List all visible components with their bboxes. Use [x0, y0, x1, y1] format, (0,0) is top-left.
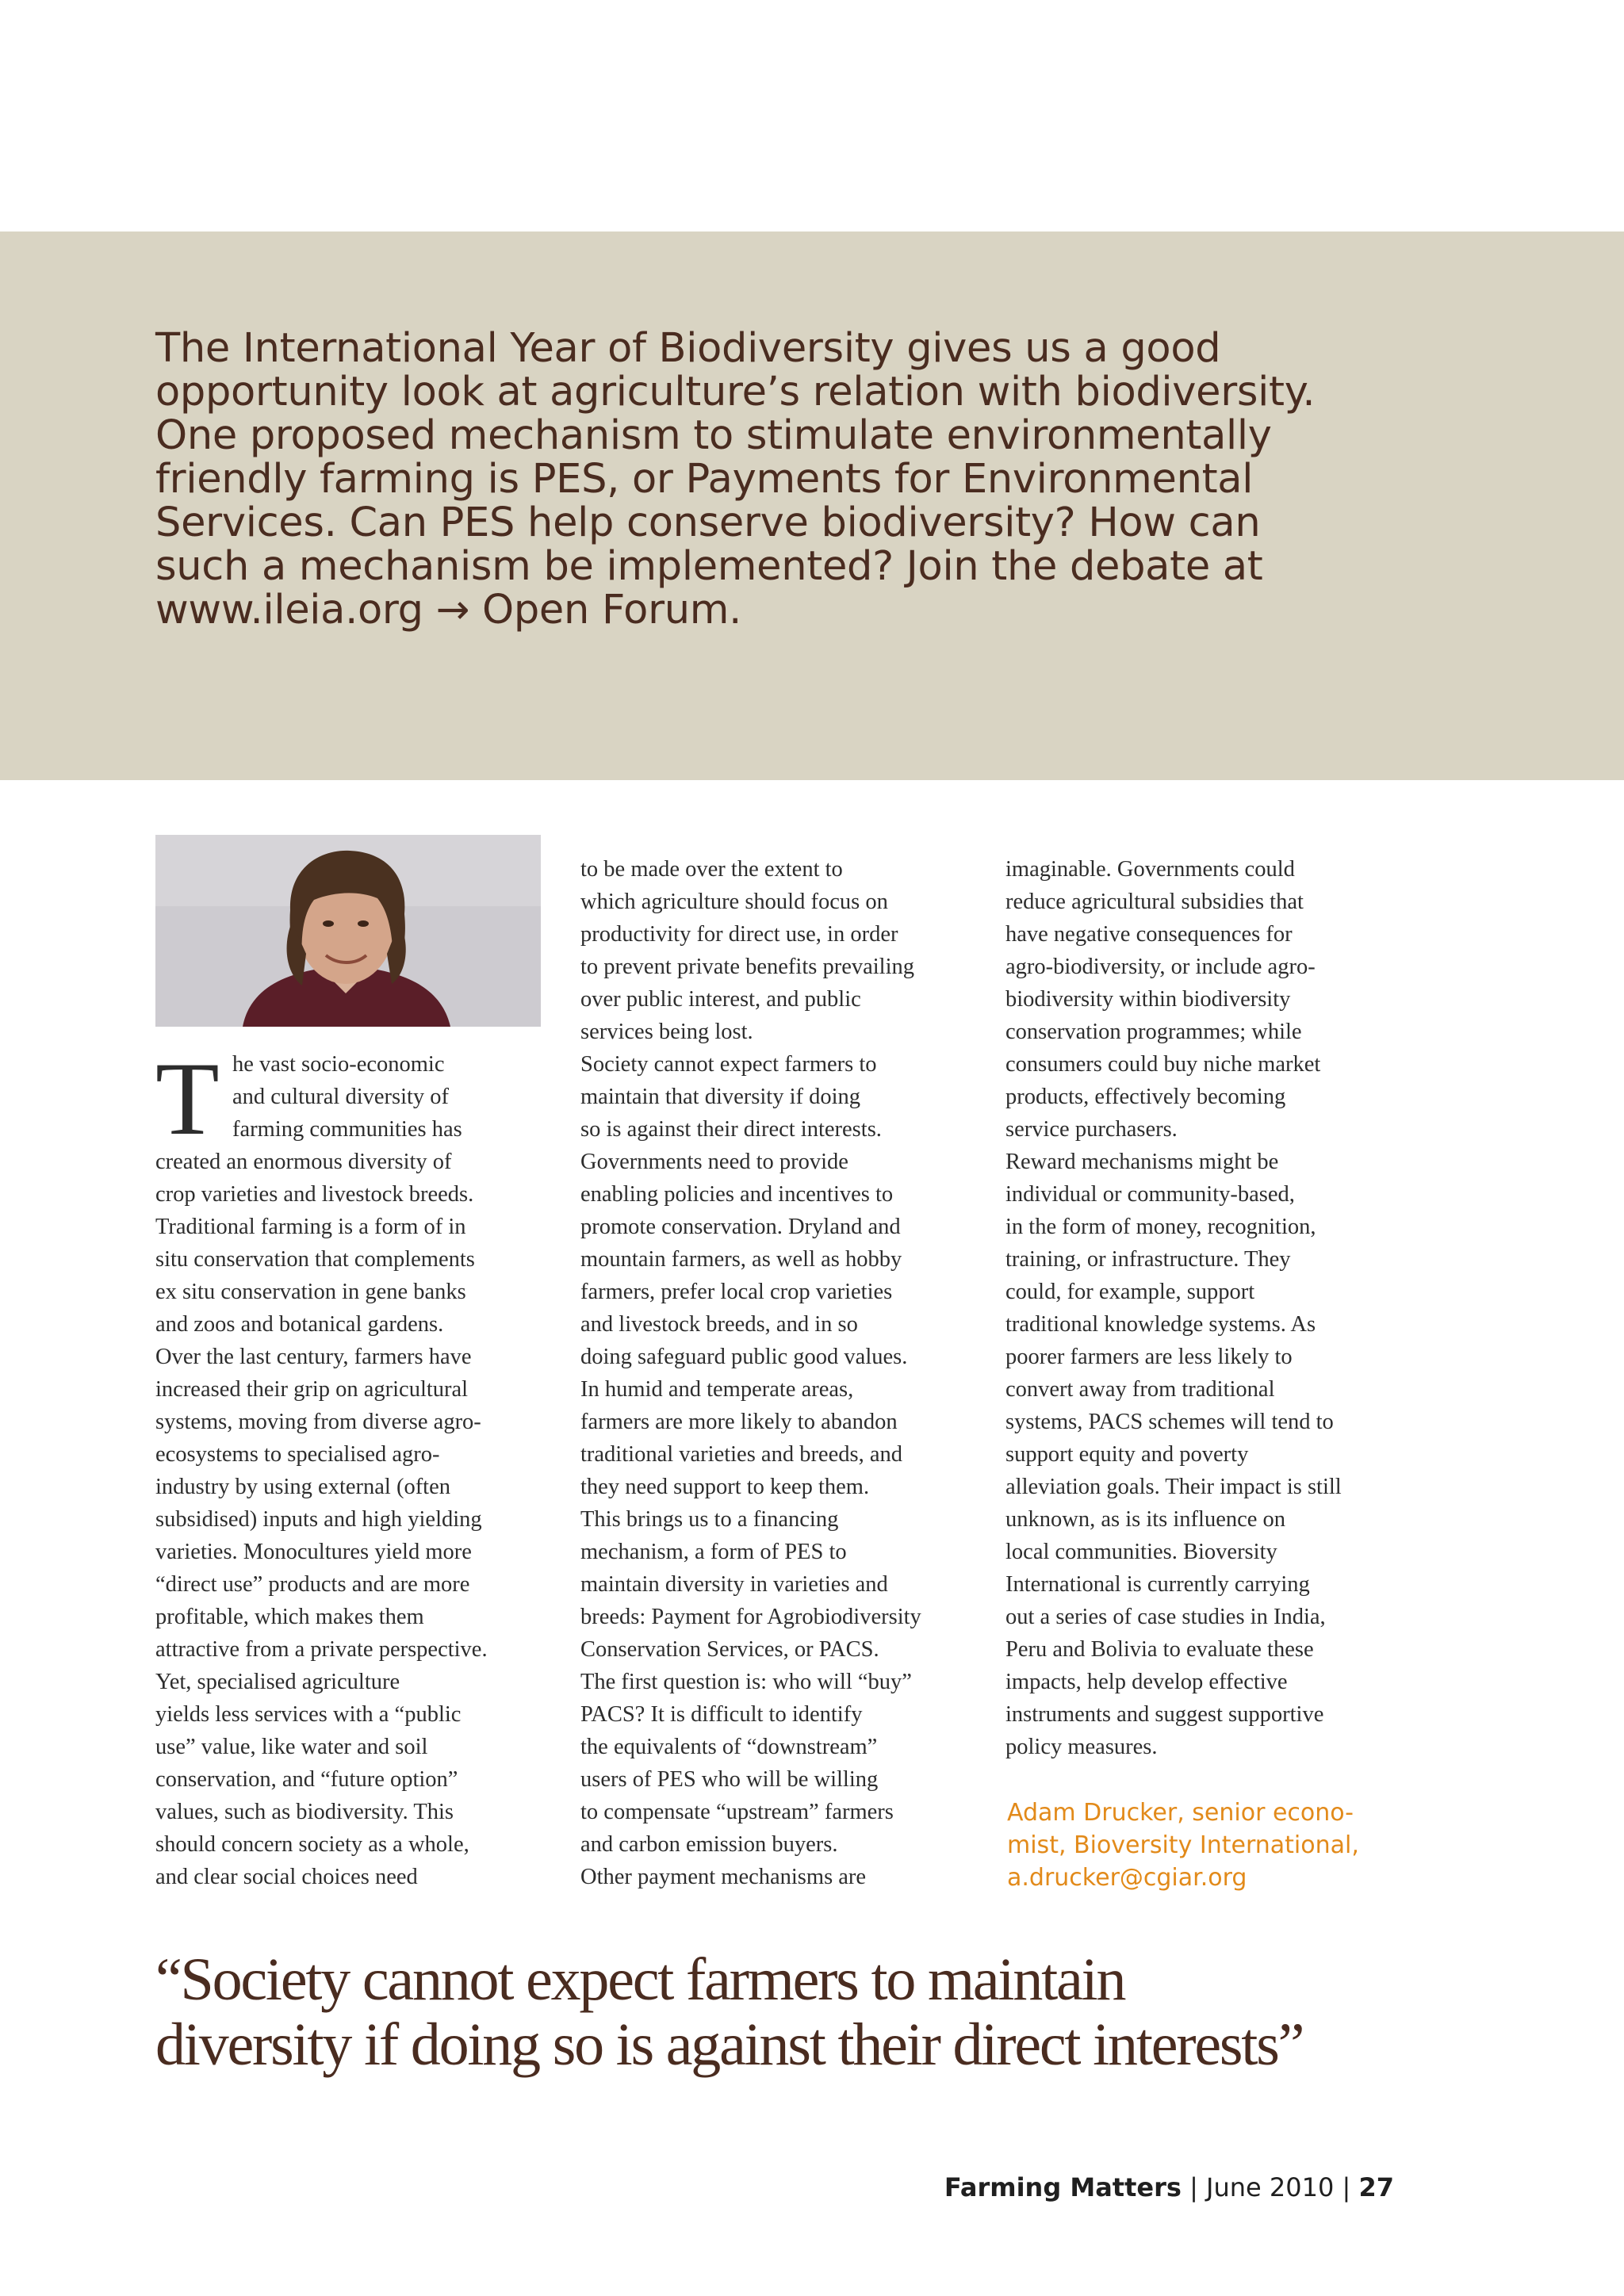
- article-line: so is against their direct interests.: [580, 1117, 882, 1142]
- article-line: in the form of money, recognition,: [1005, 1215, 1316, 1239]
- author-line: mist, Bioversity International,: [1007, 1831, 1359, 1859]
- article-line: values, such as biodiversity. This: [155, 1800, 454, 1824]
- article-line: promote conservation. Dryland and: [580, 1215, 901, 1239]
- publication-name: Farming Matters: [944, 2172, 1182, 2202]
- article-line: breeds: Payment for Agrobiodiversity: [580, 1605, 921, 1629]
- article-line: and zoos and botanical gardens.: [155, 1312, 444, 1337]
- article-line: Conservation Services, or PACS.: [580, 1637, 879, 1662]
- article-line: and clear social choices need: [155, 1865, 418, 1889]
- author-photo: [155, 835, 541, 1027]
- page-footer: [944, 2172, 1394, 2202]
- article-line: varieties. Monocultures yield more: [155, 1540, 472, 1564]
- article-line: doing safeguard public good values.: [580, 1345, 908, 1369]
- article-line: conservation programmes; while: [1005, 1020, 1302, 1044]
- article-line: alleviation goals. Their impact is still: [1005, 1475, 1342, 1499]
- article-line: products, effectively becoming: [1005, 1085, 1286, 1109]
- article-line: to prevent private benefits prevailing: [580, 955, 915, 979]
- article-line: to be made over the extent to: [580, 857, 843, 882]
- article-line: poorer farmers are less likely to: [1005, 1345, 1293, 1369]
- article-line: “direct use” products and are more: [155, 1572, 470, 1597]
- article-line: conservation, and “future option”: [155, 1767, 458, 1792]
- article-line: traditional varieties and breeds, and: [580, 1442, 902, 1467]
- article-line: Traditional farming is a form of in: [155, 1215, 466, 1239]
- issue-date: June 2010: [1206, 2172, 1335, 2202]
- article-line: should concern society as a whole,: [155, 1832, 469, 1857]
- intro-line: www.ileia.org → Open Forum.: [155, 587, 742, 633]
- author-line: Adam Drucker, senior econo-: [1007, 1799, 1354, 1827]
- article-line: crop varieties and livestock breeds.: [155, 1182, 474, 1207]
- article-line: consumers could buy niche market: [1005, 1052, 1321, 1077]
- article-line: could, for example, support: [1005, 1280, 1255, 1304]
- article-line: ecosystems to specialised agro-: [155, 1442, 440, 1467]
- article-column-1: [155, 1040, 544, 1893]
- article-line: traditional knowledge systems. As: [1005, 1312, 1316, 1337]
- article-line: out a series of case studies in India,: [1005, 1605, 1326, 1629]
- article-line: local communities. Bioversity: [1005, 1540, 1277, 1564]
- article-line: This brings us to a financing: [580, 1507, 839, 1532]
- page-number: 27: [1358, 2172, 1394, 2202]
- article-column-3: [1005, 853, 1418, 1763]
- article-line: they need support to keep them.: [580, 1475, 870, 1499]
- article-line: Over the last century, farmers have: [155, 1345, 472, 1369]
- article-column-2: [580, 853, 977, 1893]
- footer-separator: |: [1334, 2172, 1359, 2202]
- article-line: Peru and Bolivia to evaluate these: [1005, 1637, 1314, 1662]
- article-line: farming communities has: [232, 1117, 462, 1142]
- intro-line: Services. Can PES help conserve biodiversity? How can: [155, 499, 1261, 546]
- intro-line: such a mechanism be implemented? Join the debate at: [155, 543, 1263, 590]
- article-line: use” value, like water and soil: [155, 1735, 428, 1759]
- article-line: mountain farmers, as well as hobby: [580, 1247, 902, 1272]
- article-line: profitable, which makes them: [155, 1605, 424, 1629]
- intro-line: The International Year of Biodiversity gives us a good: [155, 325, 1221, 372]
- author-portrait-illustration: [155, 835, 541, 1027]
- article-line: created an enormous diversity of: [155, 1150, 452, 1174]
- drop-cap: T: [155, 1040, 220, 1157]
- article-line: subsidised) inputs and high yielding: [155, 1507, 482, 1532]
- article-line: he vast socio-economic: [232, 1052, 445, 1077]
- article-line: and carbon emission buyers.: [580, 1832, 838, 1857]
- article-line: systems, PACS schemes will tend to: [1005, 1410, 1334, 1434]
- article-line: PACS? It is difficult to identify: [580, 1702, 863, 1727]
- article-line: and cultural diversity of: [232, 1085, 450, 1109]
- article-line: maintain that diversity if doing: [580, 1085, 861, 1109]
- intro-line: One proposed mechanism to stimulate environmentally: [155, 412, 1272, 459]
- article-line: which agriculture should focus on: [580, 890, 888, 914]
- article-line: service purchasers.: [1005, 1117, 1178, 1142]
- article-line: farmers are more likely to abandon: [580, 1410, 898, 1434]
- article-line: In humid and temperate areas,: [580, 1377, 854, 1402]
- article-line: support equity and poverty: [1005, 1442, 1249, 1467]
- article-line: increased their grip on agricultural: [155, 1377, 469, 1402]
- article-line: reduce agricultural subsidies that: [1005, 890, 1304, 914]
- article-line: policy measures.: [1005, 1735, 1158, 1759]
- article-line: have negative consequences for: [1005, 922, 1293, 947]
- article-line: users of PES who will be willing: [580, 1767, 879, 1792]
- article-line: The first question is: who will “buy”: [580, 1670, 912, 1694]
- author-email-link[interactable]: a.drucker@cgiar.org: [1007, 1864, 1247, 1892]
- article-line: individual or community-based,: [1005, 1182, 1295, 1207]
- article-line: imaginable. Governments could: [1005, 857, 1295, 882]
- article-line: systems, moving from diverse agro-: [155, 1410, 481, 1434]
- footer-separator: |: [1181, 2172, 1207, 2202]
- intro-line: opportunity look at agriculture’s relation with biodiversity.: [155, 369, 1316, 415]
- article-line: yields less services with a “public: [155, 1702, 462, 1727]
- article-line: convert away from traditional: [1005, 1377, 1275, 1402]
- article-line: attractive from a private perspective.: [155, 1637, 488, 1662]
- article-line: mechanism, a form of PES to: [580, 1540, 847, 1564]
- article-line: industry by using external (often: [155, 1475, 451, 1499]
- article-line: services being lost.: [580, 1020, 753, 1044]
- article-line: and livestock breeds, and in so: [580, 1312, 858, 1337]
- author-credit: [1007, 1797, 1419, 1894]
- article-line: unknown, as is its influence on: [1005, 1507, 1286, 1532]
- article-line: agro-biodiversity, or include agro-: [1005, 955, 1316, 979]
- intro-text: [155, 327, 1424, 632]
- intro-line: friendly farming is PES, or Payments for Environmental: [155, 456, 1254, 503]
- article-line: over public interest, and public: [580, 987, 861, 1012]
- article-line: enabling policies and incentives to: [580, 1182, 894, 1207]
- article-line: situ conservation that complements: [155, 1247, 475, 1272]
- article-line: training, or infrastructure. They: [1005, 1247, 1291, 1272]
- article-line: biodiversity within biodiversity: [1005, 987, 1291, 1012]
- article-line: Governments need to provide: [580, 1150, 848, 1174]
- article-line: maintain diversity in varieties and: [580, 1572, 888, 1597]
- article-line: Other payment mechanisms are: [580, 1865, 867, 1889]
- article-line: farmers, prefer local crop varieties: [580, 1280, 893, 1304]
- pull-quote-line: “Society cannot expect farmers to maintain: [155, 1946, 1125, 2013]
- article-line: Society cannot expect farmers to: [580, 1052, 877, 1077]
- pull-quote: [155, 1947, 1503, 2077]
- article-line: ex situ conservation in gene banks: [155, 1280, 466, 1304]
- article-line: instruments and suggest supportive: [1005, 1702, 1324, 1727]
- pull-quote-line: diversity if doing so is against their direct interests”: [155, 2011, 1304, 2078]
- article-line: to compensate “upstream” farmers: [580, 1800, 894, 1824]
- article-line: Reward mechanisms might be: [1005, 1150, 1279, 1174]
- article-line: impacts, help develop effective: [1005, 1670, 1288, 1694]
- article-line: Yet, specialised agriculture: [155, 1670, 400, 1694]
- article-line: International is currently carrying: [1005, 1572, 1310, 1597]
- article-line: productivity for direct use, in order: [580, 922, 898, 947]
- article-line: the equivalents of “downstream”: [580, 1735, 878, 1759]
